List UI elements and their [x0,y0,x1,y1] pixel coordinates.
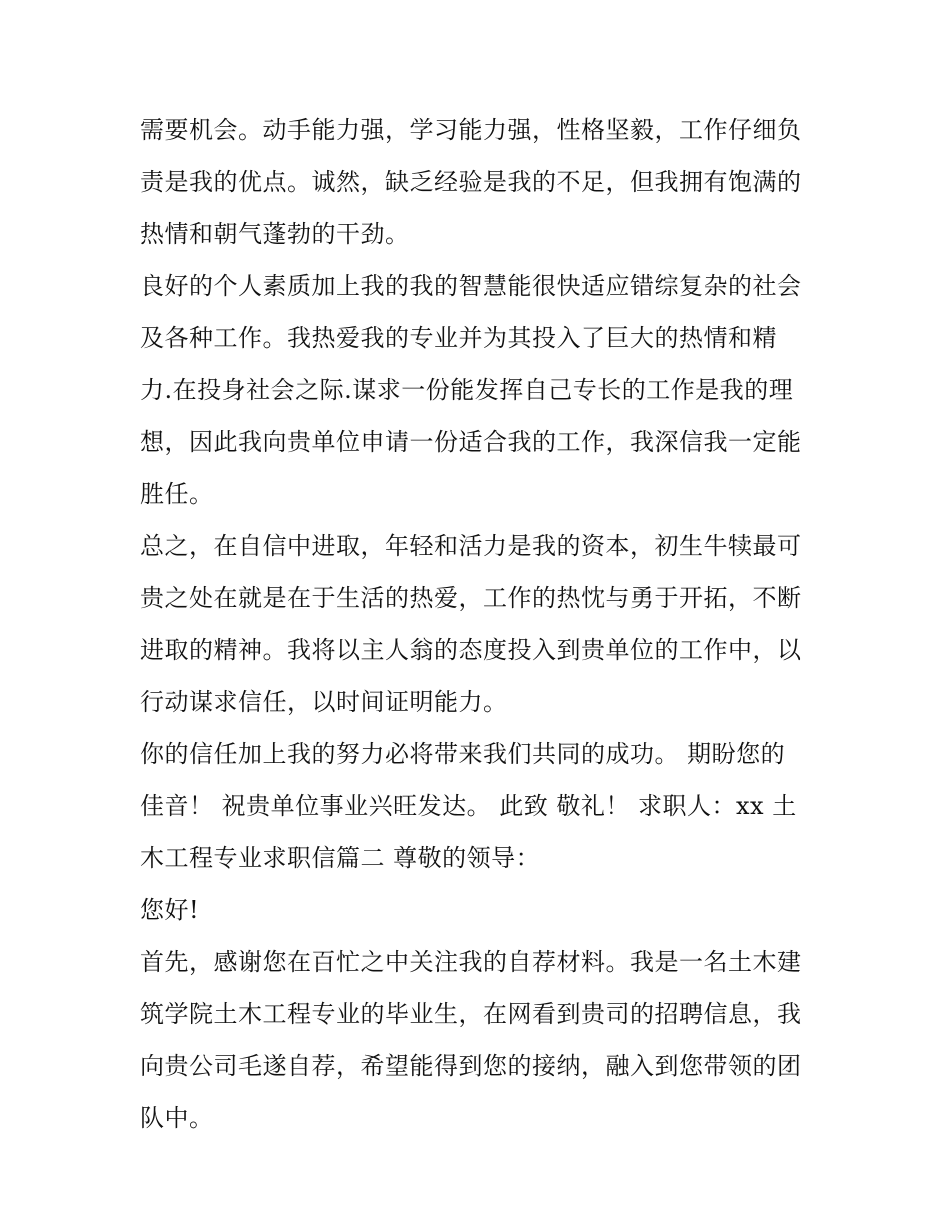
text-line: 总之，在自信中进取，年轻和活力是我的资本，初生牛犊最可 [140,532,802,560]
text-line: 进取的精神。我将以主人翁的态度投入到贵单位的工作中，以 [140,636,802,664]
text-line: 佳音！ 祝贵单位事业兴旺发达。 此致 敬礼！ 求职人：xx 土 [140,792,797,820]
text-line: 贵之处在就是在于生活的热爱，工作的热忱与勇于开拓，不断 [140,584,802,612]
text-line: 力.在投身社会之际.谋求一份能发挥自己专长的工作是我的理 [140,376,794,404]
text-line: 首先，感谢您在百忙之中关注我的自荐材料。我是一名土木建 [140,948,802,976]
text-line: 筑学院土木工程专业的毕业生，在网看到贵司的招聘信息，我 [140,1000,802,1028]
text-line: 需要机会。动手能力强，学习能力强，性格坚毅，工作仔细负 [140,116,802,144]
text-line: 向贵公司毛遂自荐，希望能得到您的接纳，融入到您带领的团 [140,1052,802,1080]
letter-body [140,104,820,1144]
text-line: 良好的个人素质加上我的我的智慧能很快适应错综复杂的社会 [140,272,802,300]
text-line: 责是我的优点。诚然，缺乏经验是我的不足，但我拥有饱满的 [140,168,802,196]
text-line: 您好! [140,896,200,924]
text-line: 队中。 [140,1104,214,1132]
text-line: 想，因此我向贵单位申请一份适合我的工作，我深信我一定能 [140,428,802,456]
text-line: 热情和朝气蓬勃的干劲。 [140,220,410,248]
text-line: 你的信任加上我的努力必将带来我们共同的成功。 期盼您的 [140,740,786,768]
text-line: 行动谋求信任，以时间证明能力。 [140,688,508,716]
text-line: 及各种工作。我热爱我的专业并为其投入了巨大的热情和精 [140,324,777,352]
text-line: 木工程专业求职信篇二 尊敬的领导： [140,844,541,872]
text-line: 胜任。 [140,480,214,508]
